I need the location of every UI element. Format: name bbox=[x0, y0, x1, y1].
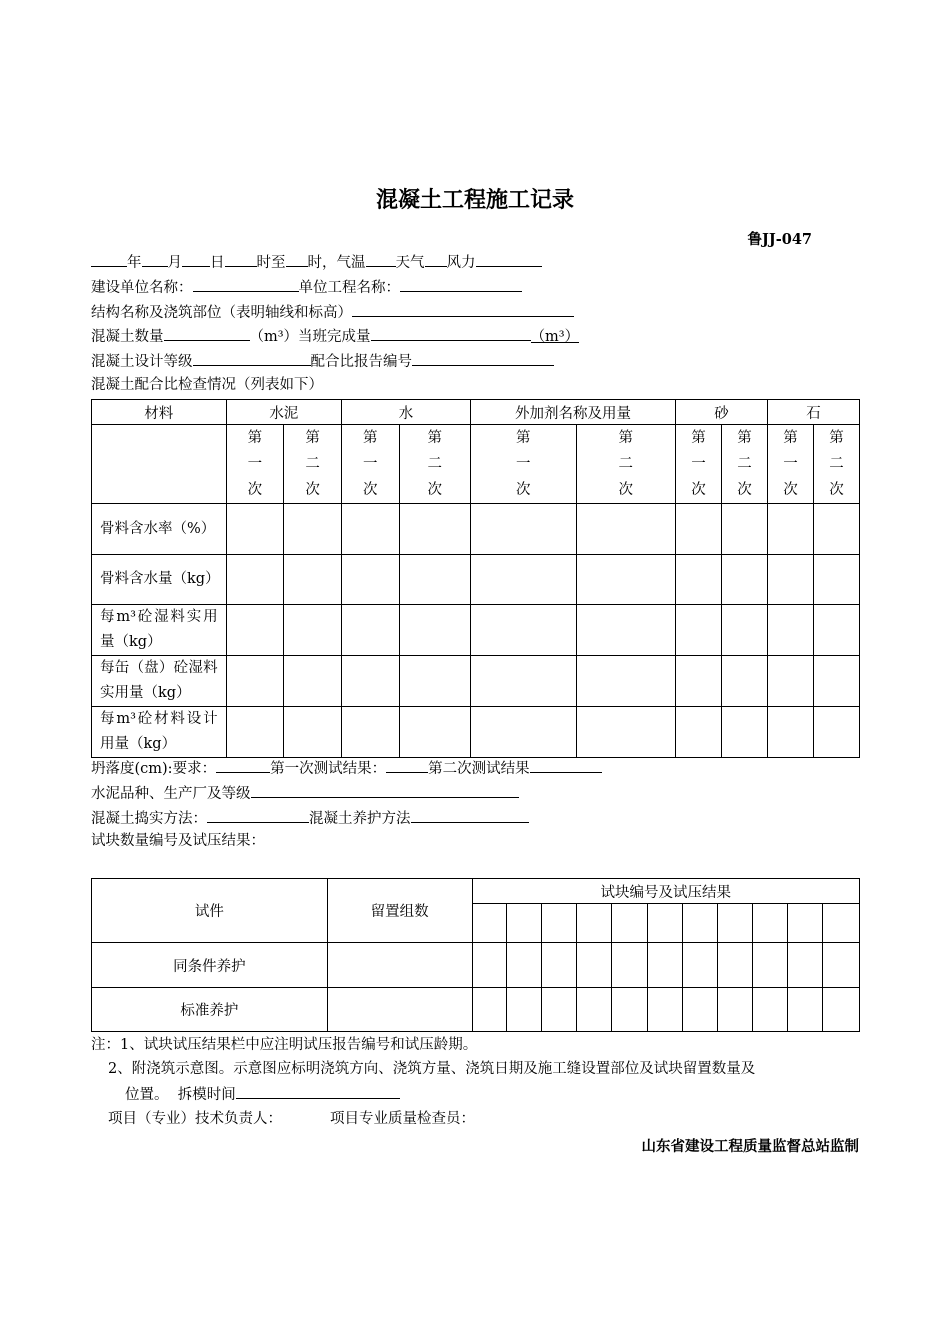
structure-field[interactable] bbox=[352, 300, 574, 317]
col-specimen: 试件 bbox=[92, 879, 328, 943]
note-1: 注：1、试块试压结果栏中应注明试压报告编号和试压龄期。 bbox=[91, 1037, 478, 1053]
completed-unit: （m³） bbox=[531, 326, 580, 343]
header-stone: 石 bbox=[767, 400, 859, 425]
note-3: 位置。 拆模时间 bbox=[125, 1082, 400, 1106]
table-row bbox=[92, 656, 860, 707]
month-field[interactable] bbox=[142, 250, 168, 267]
build-unit-field[interactable] bbox=[193, 275, 299, 292]
quantity-line: 混凝土数量 （m³）当班完成量 （m³） bbox=[91, 324, 579, 346]
sub-first: 第一次 bbox=[767, 425, 813, 504]
footer-issuer: 山东省建设工程质量监督总站监制 bbox=[641, 1138, 859, 1155]
slump-second-field[interactable] bbox=[530, 756, 602, 773]
slump-first-field[interactable] bbox=[386, 756, 428, 773]
mix-header-row bbox=[92, 400, 860, 425]
sub-second: 第二次 bbox=[722, 425, 768, 504]
grade-field[interactable] bbox=[193, 349, 311, 366]
table-row bbox=[92, 943, 860, 988]
date-line: 年 月 日 时至 时，气温 天气 风力 bbox=[91, 250, 542, 272]
sub-first: 第一次 bbox=[676, 425, 722, 504]
header-water: 水 bbox=[342, 400, 471, 425]
row-label: 骨料含水量（kg） bbox=[92, 555, 227, 605]
weather-field[interactable] bbox=[425, 250, 447, 267]
slump-line: 坍落度(cm):要求： 第一次测试结果： 第二次测试结果 bbox=[91, 756, 602, 778]
col-results: 试块编号及试压结果 bbox=[472, 879, 860, 904]
signature-line bbox=[108, 1108, 475, 1130]
note-2: 2、附浇筑示意图。示意图应标明浇筑方向、浇筑方量、浇筑日期及施工缝设置部位及试块留置数量及 bbox=[108, 1061, 756, 1077]
sub-second: 第二次 bbox=[576, 425, 676, 504]
table-row bbox=[92, 605, 860, 656]
table-row bbox=[92, 504, 860, 555]
header-sand: 砂 bbox=[676, 400, 768, 425]
slump-required-field[interactable] bbox=[216, 756, 270, 773]
mix-report-field[interactable] bbox=[412, 349, 554, 366]
block-label: 试块数量编号及试压结果： bbox=[91, 833, 265, 849]
col-groups: 留置组数 bbox=[327, 879, 472, 943]
table-row bbox=[92, 707, 860, 758]
day-field[interactable] bbox=[182, 250, 210, 267]
header-admixture: 外加剂名称及用量 bbox=[471, 400, 676, 425]
sub-first: 第一次 bbox=[342, 425, 400, 504]
row-label: 每m³砼材料设计用量（kg） bbox=[92, 707, 227, 758]
sub-first: 第一次 bbox=[226, 425, 284, 504]
cement-field[interactable] bbox=[251, 781, 519, 798]
cure-field[interactable] bbox=[411, 806, 529, 823]
project-unit-field[interactable] bbox=[400, 275, 522, 292]
grade-line: 混凝土设计等级 配合比报告编号 bbox=[91, 349, 554, 371]
from-hour-field[interactable] bbox=[225, 250, 257, 267]
mix-check-label: 混凝土配合比检查情况（列表如下） bbox=[91, 377, 323, 393]
sub-second: 第二次 bbox=[813, 425, 859, 504]
year-field[interactable] bbox=[91, 250, 127, 267]
form-code: 鲁JJ-047 bbox=[747, 231, 812, 248]
cement-line: 水泥品种、生产厂及等级 bbox=[91, 781, 519, 803]
row-label: 骨料含水率（%） bbox=[92, 504, 227, 555]
completed-field[interactable] bbox=[371, 324, 531, 341]
page-title: 混凝土工程施工记录 bbox=[375, 187, 574, 213]
mix-table bbox=[91, 399, 860, 758]
tech-lead-label: 项目（专业）技术负责人： bbox=[108, 1111, 282, 1127]
sub-second: 第二次 bbox=[399, 425, 471, 504]
temperature-field[interactable] bbox=[366, 250, 396, 267]
unit-line: 建设单位名称： 单位工程名称： bbox=[91, 275, 522, 297]
mix-subheader-row bbox=[92, 425, 860, 504]
row-label: 标准养护 bbox=[92, 988, 328, 1032]
block-table bbox=[91, 878, 860, 1032]
table-row bbox=[92, 988, 860, 1032]
inspector-label: 项目专业质量检查员： bbox=[330, 1111, 475, 1127]
sub-second: 第二次 bbox=[284, 425, 342, 504]
row-label: 每m³砼湿料实用量（kg） bbox=[92, 605, 227, 656]
quantity-field[interactable] bbox=[164, 324, 250, 341]
header-cement: 水泥 bbox=[226, 400, 341, 425]
row-label: 同条件养护 bbox=[92, 943, 328, 988]
to-hour-field[interactable] bbox=[286, 250, 308, 267]
tamp-field[interactable] bbox=[207, 806, 309, 823]
row-label: 每缶（盘）砼湿料实用量（kg） bbox=[92, 656, 227, 707]
method-line: 混凝土捣实方法： 混凝土养护方法 bbox=[91, 806, 529, 828]
table-row bbox=[92, 555, 860, 605]
demold-time-field[interactable] bbox=[236, 1082, 400, 1099]
wind-field[interactable] bbox=[476, 250, 542, 267]
sub-first: 第一次 bbox=[471, 425, 577, 504]
header-material: 材料 bbox=[92, 400, 227, 425]
structure-line: 结构名称及浇筑部位（表明轴线和标高） bbox=[91, 300, 574, 322]
